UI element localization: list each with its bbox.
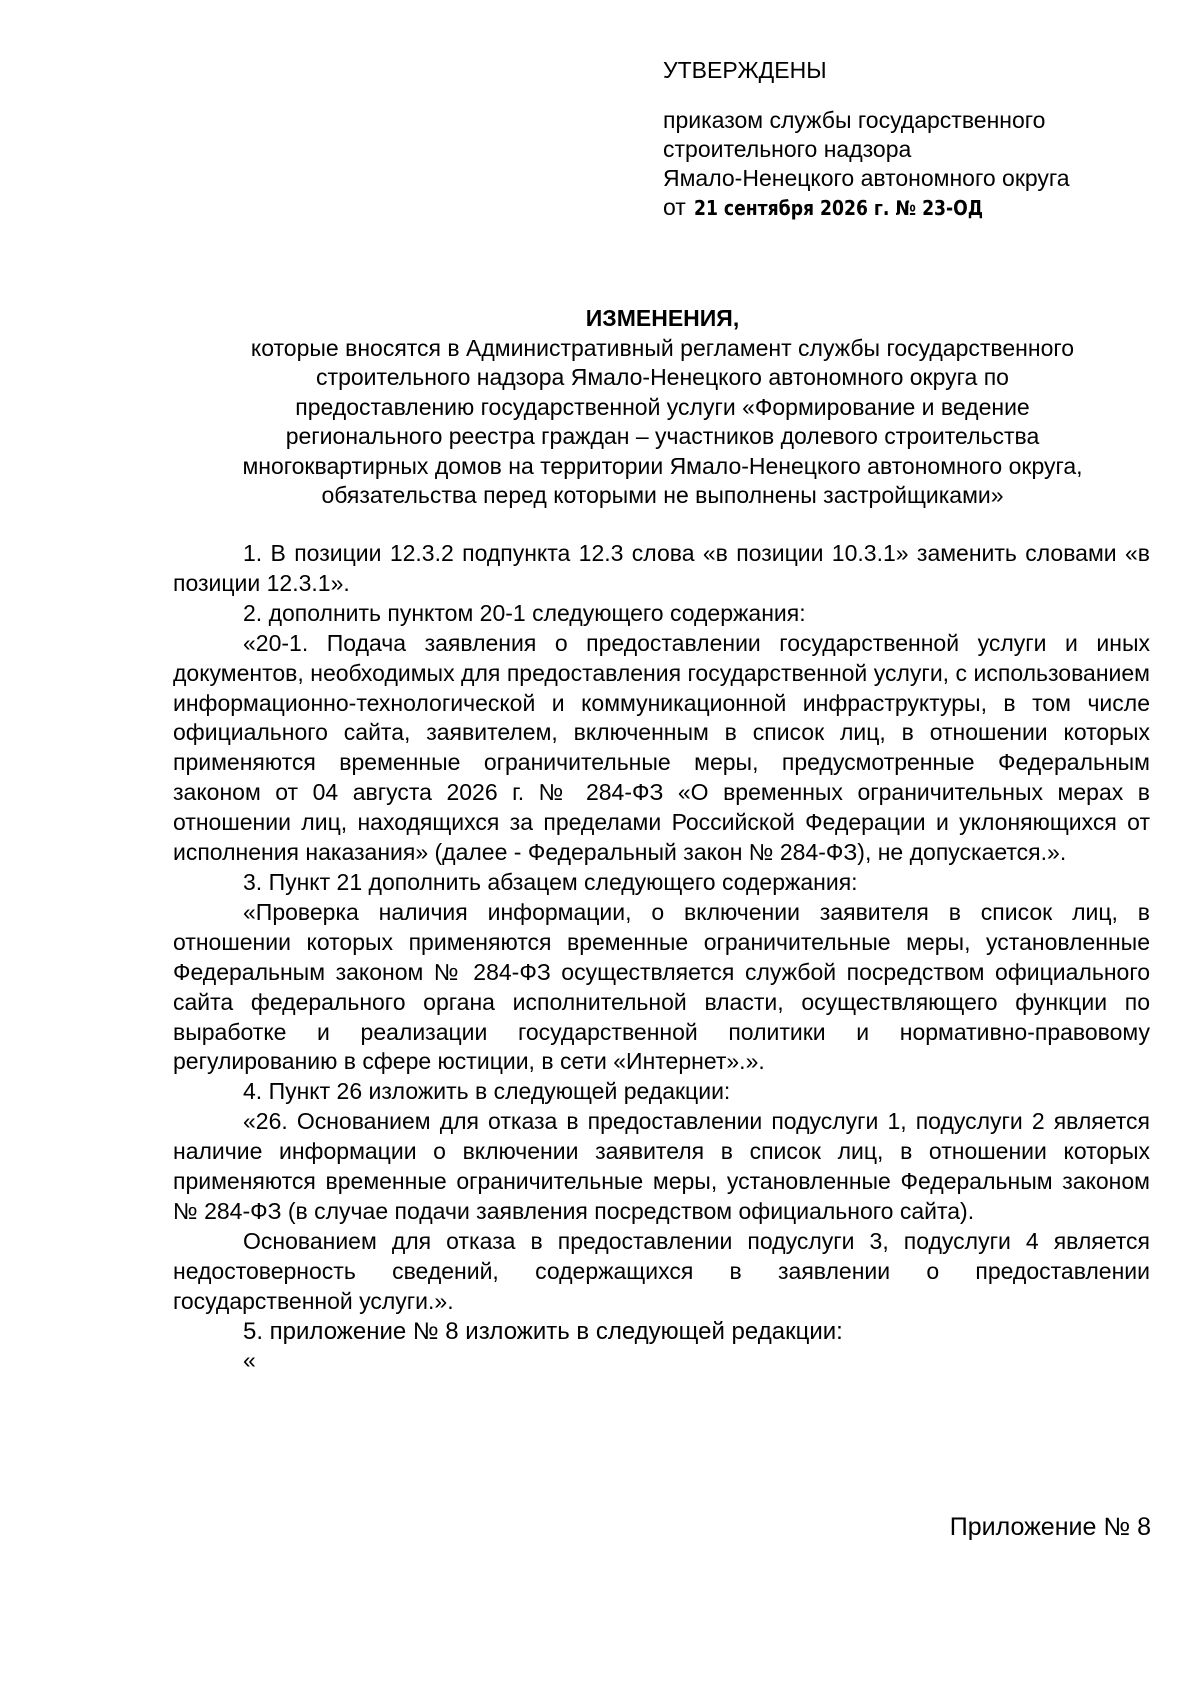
paragraph-quote-20-1: «20-1. Подача заявления о предоставлении государственной услуги и иных документов, необходимых для предоставления государственной услуги, с использованием информационно-технологической и коммуникационной инфраструктуры, в том числе официального сайта, заявителем, включенным в список лиц, в отношении которых применяются временные ограничительные меры, предусмотренные Федеральным законом от 04 августа 2026 г. № 284-ФЗ «О временных ограничительных мерах в отношении лиц, находящихся за пределами Российской Федерации и уклоняющихся от исполнения наказания» (далее - Федеральный закон № 284-ФЗ), не допускается.». [173,629,1150,866]
document-title: ИЗМЕНЕНИЯ, [585,305,740,331]
order-date-number: 21 сентября 2026 г. № 23-ОД [693,196,983,220]
approval-line: строительного надзора [663,136,912,162]
document-subtitle [0,334,1200,510]
order-prefix: от [663,194,686,220]
appendix-label: Приложение № 8 [949,1513,1151,1541]
subtitle-line: многоквартирных домов на территории Ямало-Ненецкого автономного округа, [242,452,1083,479]
subtitle-line: регионального реестра граждан – участников долевого строительства [285,423,1040,450]
order-reference [663,193,1163,223]
paragraph-item-3: 3. Пункт 21 дополнить абзацем следующего содержания: [243,868,858,895]
approval-line: приказом службы государственного [663,107,1046,133]
paragraph-quote-26-cont: Основанием для отказа в предоставлении подуслуги 3, подуслуги 4 является недостоверность сведений, содержащихся в заявлении о предоставлении государственной услуги.». [173,1227,1150,1314]
subtitle-line: предоставлению государственной услуги «Формирование и ведение [295,393,1030,420]
subtitle-line: строительного надзора Ямало-Ненецкого автономного округа по [316,364,1009,391]
paragraph-quote-26: «26. Основанием для отказа в предоставлении подуслуги 1, подуслуги 2 является наличие информации о включении заявителя в список лиц, в отношении которых применяются временные ограничительные меры, установленные Федеральным законом № 284-ФЗ (в случае подачи заявления посредством официального сайта). [173,1108,1150,1224]
approval-issuer [663,106,1163,223]
approval-title: УТВЕРЖДЕНЫ [663,57,827,83]
approval-line: Ямало-Ненецкого автономного округа [663,165,1070,191]
subtitle-line: обязательства перед которыми не выполнены застройщиками» [321,482,1004,509]
approval-block [663,56,1163,223]
paragraph-item-2: 2. дополнить пунктом 20-1 следующего содержания: [243,599,806,626]
paragraph-item-5: 5. приложение № 8 изложить в следующей редакции: [243,1317,843,1345]
paragraph-open-quote: « [243,1347,256,1374]
paragraph-item-1: 1. В позиции 12.3.2 подпункта 12.3 слова «в позиции 10.3.1» заменить словами «в позиции 12.3.1». [173,540,1150,596]
subtitle-line: которые вносятся в Административный регламент службы государственного [250,335,1075,361]
paragraph-item-4: 4. Пункт 26 изложить в следующей редакции: [243,1078,731,1105]
paragraph-quote-21: «Проверка наличия информации, о включении заявителя в список лиц, в отношении которых применяются временные ограничительные меры, установленные Федеральным законом № 284-ФЗ осуществляется службой посредством официального сайта федерального органа исполнительной власти, осуществляющего функции по выработке и реализации государственной политики и нормативно-правовому регулированию в сфере юстиции, в сети «Интернет».». [173,898,1150,1075]
document-body [173,539,1150,1376]
